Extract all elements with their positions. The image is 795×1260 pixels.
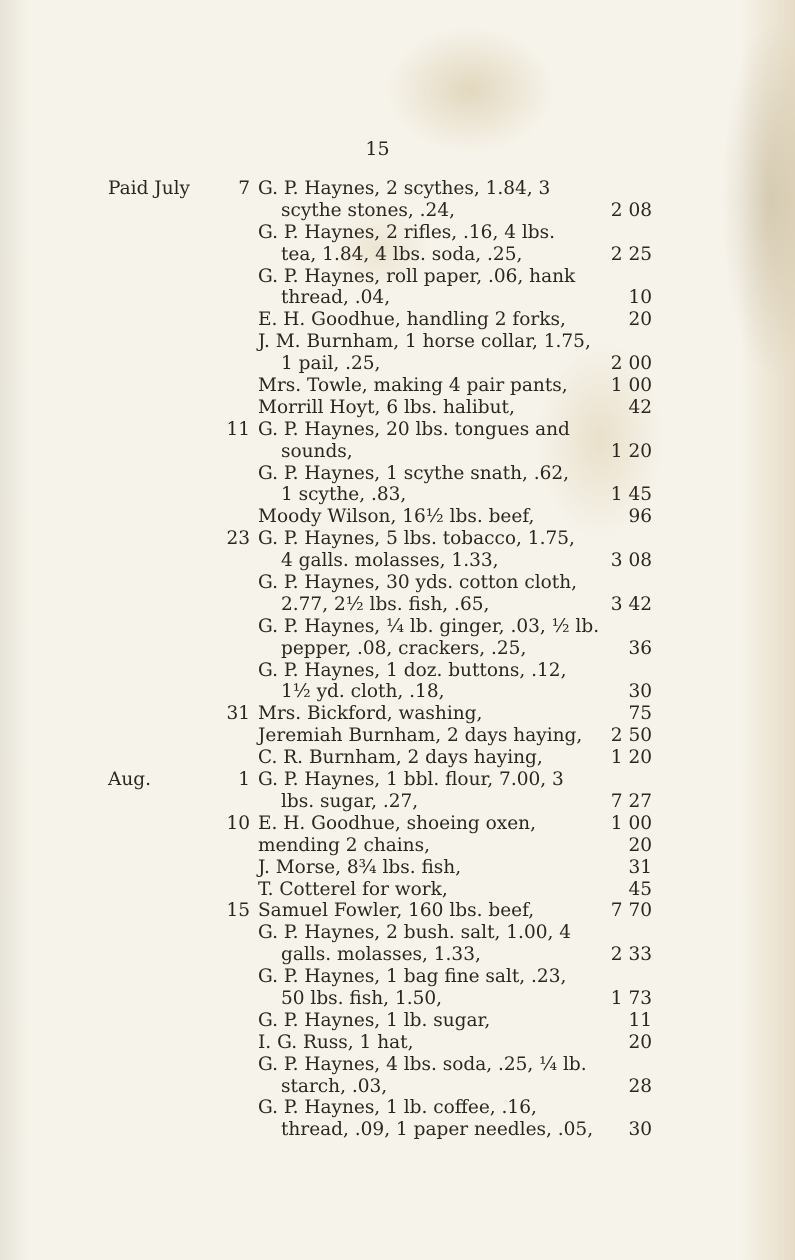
entry-description: 50 lbs. fish, 1.50, (281, 987, 443, 1009)
entry-description: G. P. Haynes, 1 bag fine salt, .23, (258, 966, 567, 988)
entry-description: G. P. Haynes, 2 rifles, .16, 4 lbs. (258, 221, 555, 243)
ledger-line (0, 506, 795, 528)
ledger-line (0, 484, 795, 506)
entry-amount: 20 (628, 834, 652, 856)
ledger-line (0, 769, 795, 791)
entry-amount: 36 (628, 637, 652, 659)
entry-description: G. P. Haynes, ¼ lb. ginger, .03, ½ lb. (258, 615, 600, 637)
entry-amount: 1 00 (610, 375, 652, 397)
ledger-line (0, 857, 795, 879)
month-label: Aug. (108, 769, 151, 791)
ledger-line (0, 441, 795, 463)
entry-description: G. P. Haynes, 5 lbs. tobacco, 1.75, (258, 528, 575, 550)
ledger-line (0, 966, 795, 988)
ledger-line (0, 922, 795, 944)
ledger-line (0, 900, 795, 922)
ledger-entries (0, 178, 795, 1141)
entry-description: Mrs. Towle, making 4 pair pants, (258, 375, 568, 397)
entry-description: J. Morse, 8¾ lbs. fish, (258, 856, 462, 878)
day-number: 10 (226, 812, 250, 834)
entry-description: 4 galls. molasses, 1.33, (281, 550, 499, 572)
ledger-line (0, 616, 795, 638)
ledger-line (0, 550, 795, 572)
entry-amount: 2 33 (610, 944, 652, 966)
ledger-line (0, 397, 795, 419)
entry-description: tea, 1.84, 4 lbs. soda, .25, (281, 243, 523, 265)
entry-description: thread, .09, 1 paper needles, .05, (281, 1119, 594, 1141)
entry-description: starch, .03, (281, 1075, 388, 1097)
ledger-line (0, 703, 795, 725)
entry-amount: 11 (628, 1009, 652, 1031)
entry-description: pepper, .08, crackers, .25, (281, 637, 527, 659)
entry-amount: 30 (628, 681, 652, 703)
ledger-line (0, 244, 795, 266)
ledger-line (0, 638, 795, 660)
entry-description: T. Cotterel for work, (258, 878, 448, 900)
ledger-line (0, 681, 795, 703)
ledger-line (0, 813, 795, 835)
ledger-line (0, 1032, 795, 1054)
day-number: 11 (226, 418, 250, 440)
entry-amount: 10 (628, 287, 652, 309)
ledger-line (0, 353, 795, 375)
ledger-line (0, 222, 795, 244)
entry-amount: 2 00 (610, 353, 652, 375)
ledger-line (0, 309, 795, 331)
entry-amount: 1 00 (610, 812, 652, 834)
entry-amount: 1 73 (610, 987, 652, 1009)
ledger-line (0, 725, 795, 747)
page-number: 15 (365, 138, 390, 160)
entry-description: 1 scythe, .83, (281, 484, 407, 506)
ledger-line (0, 1119, 795, 1141)
entry-description: G. P. Haynes, 2 scythes, 1.84, 3 (258, 178, 551, 199)
month-label: Paid July (108, 178, 190, 199)
entry-description: G. P. Haynes, 1 bbl. flour, 7.00, 3 (258, 769, 564, 791)
entry-description: G. P. Haynes, 1 doz. buttons, .12, (258, 659, 567, 681)
entry-amount: 30 (628, 1119, 652, 1141)
entry-description: Jeremiah Burnham, 2 days haying, (258, 725, 583, 747)
entry-description: Morrill Hoyt, 6 lbs. halibut, (258, 396, 515, 418)
entry-description: Samuel Fowler, 160 lbs. beef, (258, 900, 535, 922)
entry-amount: 2 08 (610, 199, 652, 221)
entry-description: G. P. Haynes, 1 lb. sugar, (258, 1009, 491, 1031)
ledger-line (0, 1097, 795, 1119)
entry-description: sounds, (281, 440, 353, 462)
day-number: 15 (226, 900, 250, 922)
ledger-line (0, 200, 795, 222)
entry-amount: 3 08 (610, 550, 652, 572)
entry-description: G. P. Haynes, 30 yds. cotton cloth, (258, 572, 577, 594)
ledger-line (0, 1010, 795, 1032)
ledger-line (0, 528, 795, 550)
day-number: 7 (238, 178, 250, 199)
entry-description: Mrs. Bickford, washing, (258, 703, 483, 725)
entry-description: thread, .04, (281, 287, 391, 309)
ledger-line (0, 266, 795, 288)
entry-amount: 96 (628, 506, 652, 528)
entry-amount: 2 25 (610, 243, 652, 265)
entry-description: I. G. Russ, 1 hat, (258, 1031, 414, 1053)
ledger-line (0, 747, 795, 769)
entry-description: scythe stones, .24, (281, 199, 455, 221)
entry-description: 1 pail, .25, (281, 353, 381, 375)
entry-amount: 20 (628, 1031, 652, 1053)
entry-description: Moody Wilson, 16½ lbs. beef, (258, 506, 535, 528)
entry-description: J. M. Burnham, 1 horse collar, 1.75, (258, 331, 591, 353)
ledger-line (0, 419, 795, 441)
entry-description: 1½ yd. cloth, .18, (281, 681, 445, 703)
entry-description: G. P. Haynes, 1 lb. coffee, .16, (258, 1097, 537, 1119)
ledger-line (0, 1054, 795, 1076)
ledger-line (0, 944, 795, 966)
entry-description: G. P. Haynes, 1 scythe snath, .62, (258, 462, 570, 484)
entry-amount: 20 (628, 309, 652, 331)
ledger-line (0, 594, 795, 616)
entry-description: G. P. Haynes, 4 lbs. soda, .25, ¼ lb. (258, 1053, 587, 1075)
entry-amount: 1 45 (610, 484, 652, 506)
entry-description: G. P. Haynes, 2 bush. salt, 1.00, 4 (258, 922, 572, 944)
ledger-line (0, 463, 795, 485)
entry-amount: 28 (628, 1075, 652, 1097)
ledger-line (0, 572, 795, 594)
ledger-line (0, 791, 795, 813)
ledger-line (0, 178, 795, 200)
ledger-line (0, 879, 795, 901)
entry-description: C. R. Burnham, 2 days haying, (258, 747, 543, 769)
entry-amount: 7 27 (610, 790, 652, 812)
entry-description: 2.77, 2½ lbs. fish, .65, (281, 593, 490, 615)
ledger-line (0, 1076, 795, 1098)
ledger-line (0, 287, 795, 309)
ledger-line (0, 660, 795, 682)
entry-amount: 2 50 (610, 725, 652, 747)
ledger-line (0, 835, 795, 857)
entry-description: E. H. Goodhue, shoeing oxen, (258, 812, 536, 834)
entry-amount: 1 20 (610, 440, 652, 462)
entry-description: lbs. sugar, .27, (281, 790, 419, 812)
ledger-line (0, 375, 795, 397)
entry-amount: 75 (628, 703, 652, 725)
day-number: 1 (238, 769, 250, 791)
entry-amount: 45 (628, 878, 652, 900)
entry-description: galls. molasses, 1.33, (281, 944, 481, 966)
entry-amount: 42 (628, 396, 652, 418)
entry-description: mending 2 chains, (258, 834, 430, 856)
entry-amount: 3 42 (610, 593, 652, 615)
day-number: 23 (226, 528, 250, 550)
ledger-line (0, 988, 795, 1010)
entry-description: E. H. Goodhue, handling 2 forks, (258, 309, 566, 331)
entry-amount: 7 70 (610, 900, 652, 922)
entry-description: G. P. Haynes, 20 lbs. tongues and (258, 418, 570, 440)
ledger-line (0, 331, 795, 353)
entry-amount: 31 (628, 856, 652, 878)
entry-amount: 1 20 (610, 747, 652, 769)
entry-description: G. P. Haynes, roll paper, .06, hank (258, 265, 576, 287)
day-number: 31 (226, 703, 250, 725)
